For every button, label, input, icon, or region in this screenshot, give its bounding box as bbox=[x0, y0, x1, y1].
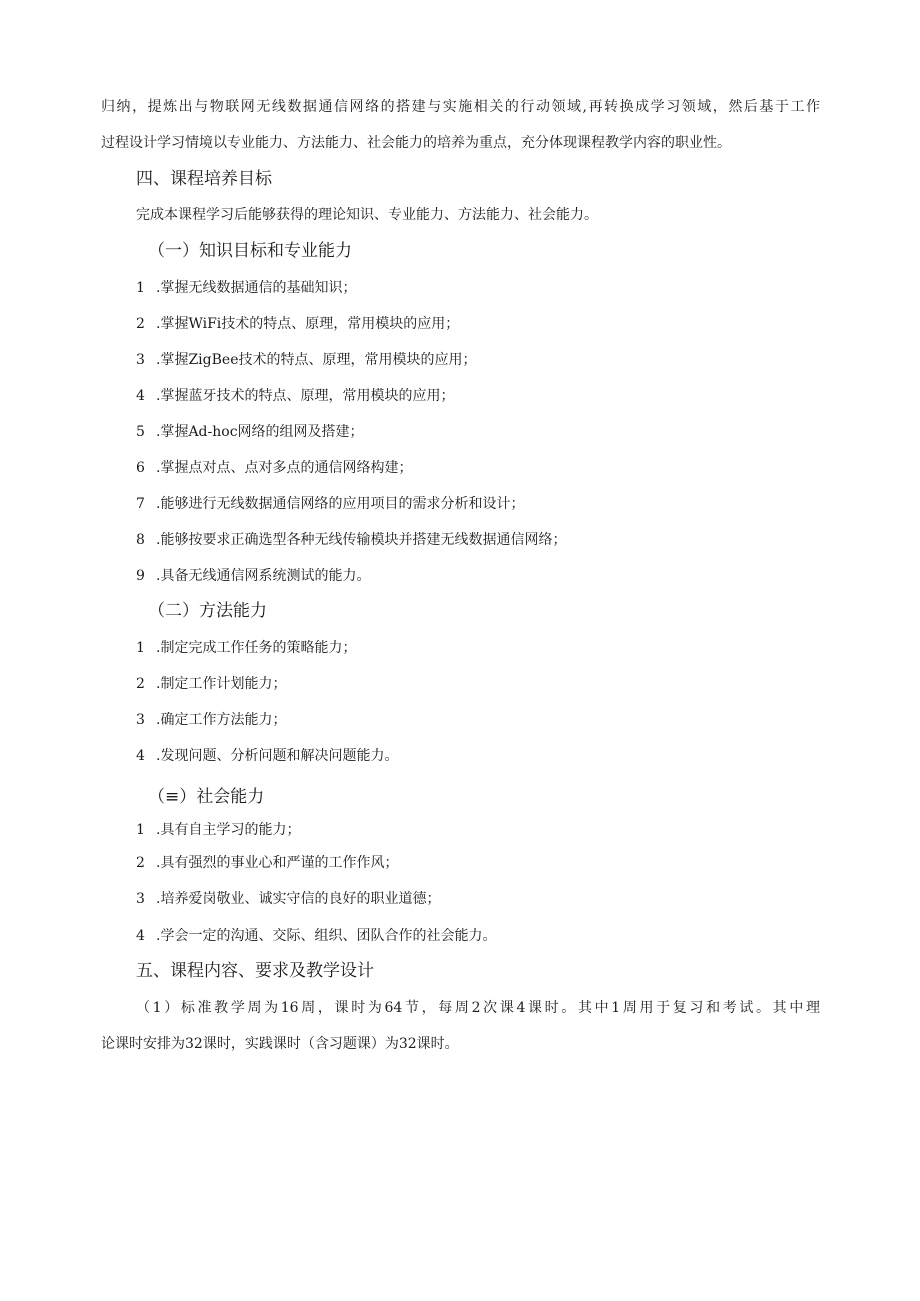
list-item-text: .具有强烈的事业心和严谨的工作作风； bbox=[156, 855, 399, 871]
list-item bbox=[136, 926, 496, 946]
list-item bbox=[136, 458, 412, 478]
list-item bbox=[136, 889, 440, 909]
list-item-number: 9 bbox=[136, 568, 145, 584]
list-item-text: .培养爱岗敬业、诚实守信的良好的职业道德； bbox=[156, 891, 441, 907]
list-item bbox=[136, 710, 286, 730]
list-item-text: .掌握蓝牙技术的特点、原理，常用模块的应用； bbox=[156, 388, 455, 404]
list-item-number: 2 bbox=[136, 316, 145, 332]
list-item-number: 2 bbox=[136, 855, 145, 871]
list-item-text: .具备无线通信网系统测试的能力。 bbox=[156, 568, 371, 584]
list-item-text: .能够按要求正确选型各种无线传输模块并搭建无线数据通信网络； bbox=[156, 532, 567, 548]
list-item-text: .能够进行无线数据通信网络的应用项目的需求分析和设计； bbox=[156, 496, 525, 512]
list-item bbox=[136, 638, 356, 658]
list-item bbox=[136, 853, 398, 873]
list-item bbox=[136, 566, 370, 586]
list-item-text: .掌握ZigBee技术的特点、原理，常用模块的应用； bbox=[156, 352, 477, 368]
list-item-text: .掌握Ad-hoc网络的组网及搭建； bbox=[156, 424, 364, 440]
section-4-intro: 完成本课程学习后能够获得的理论知识、专业能力、方法能力、社会能力。 bbox=[136, 207, 598, 223]
section-5-heading: 五、课程内容、要求及教学设计 bbox=[136, 961, 374, 981]
intro-paragraph-line-1: 归纳，提炼出与物联网无线数据通信网络的搭建与实施相关的行动领域,再转换成学习领域，然后基于工作 bbox=[101, 99, 820, 115]
list-item-number: 4 bbox=[136, 388, 145, 404]
list-item bbox=[136, 386, 454, 406]
section-4-heading: 四、课程培养目标 bbox=[136, 169, 272, 189]
list-item-number: 8 bbox=[136, 532, 145, 548]
list-item-text: .具有自主学习的能力； bbox=[156, 822, 301, 838]
list-item-text: .掌握WiFi技术的特点、原理，常用模块的应用； bbox=[156, 316, 460, 332]
subsection-method-heading: （二）方法能力 bbox=[148, 601, 267, 621]
list-item bbox=[136, 350, 476, 370]
list-item-number: 3 bbox=[136, 891, 145, 907]
list-item-number: 4 bbox=[136, 748, 145, 764]
list-item bbox=[136, 314, 459, 334]
list-item-number: 7 bbox=[136, 496, 145, 512]
list-item bbox=[136, 820, 300, 840]
intro-paragraph-line-2: 过程设计学习情境以专业能力、方法能力、社会能力的培养为重点，充分体现课程教学内容的职业性。 bbox=[101, 135, 731, 151]
list-item-number: 2 bbox=[136, 676, 145, 692]
list-item-number: 6 bbox=[136, 460, 145, 476]
list-item bbox=[136, 530, 566, 550]
list-item-text: .制定工作计划能力； bbox=[156, 676, 287, 692]
list-item-text: .确定工作方法能力； bbox=[156, 712, 287, 728]
list-item-number: 1 bbox=[136, 280, 145, 296]
subsection-knowledge-heading: （一）知识目标和专业能力 bbox=[148, 241, 352, 261]
section-5-paragraph-line-2: 论课时安排为32课时，实践课时（含习题课）为32课时。 bbox=[101, 1036, 459, 1052]
list-item-number: 3 bbox=[136, 712, 145, 728]
list-item-number: 1 bbox=[136, 640, 145, 656]
list-item-text: .发现问题、分析问题和解决问题能力。 bbox=[156, 748, 399, 764]
list-item-text: .制定完成工作任务的策略能力； bbox=[156, 640, 357, 656]
list-item bbox=[136, 746, 398, 766]
list-item-number: 3 bbox=[136, 352, 145, 368]
list-item-number: 5 bbox=[136, 424, 145, 440]
section-5-paragraph-line-1: （1）标准教学周为16周，课时为64节，每周2次课4课时。其中1周用于复习和考试。其中理 bbox=[136, 1000, 820, 1016]
list-item bbox=[136, 494, 524, 514]
list-item bbox=[136, 422, 364, 442]
list-item bbox=[136, 278, 356, 298]
subsection-social-heading: （≡）社会能力 bbox=[148, 787, 265, 807]
list-item-number: 4 bbox=[136, 928, 145, 944]
list-item-text: .掌握无线数据通信的基础知识； bbox=[156, 280, 357, 296]
list-item-text: .掌握点对点、点对多点的通信网络构建； bbox=[156, 460, 413, 476]
list-item bbox=[136, 674, 286, 694]
list-item-number: 1 bbox=[136, 822, 145, 838]
list-item-text: .学会一定的沟通、交际、组织、团队合作的社会能力。 bbox=[156, 928, 497, 944]
